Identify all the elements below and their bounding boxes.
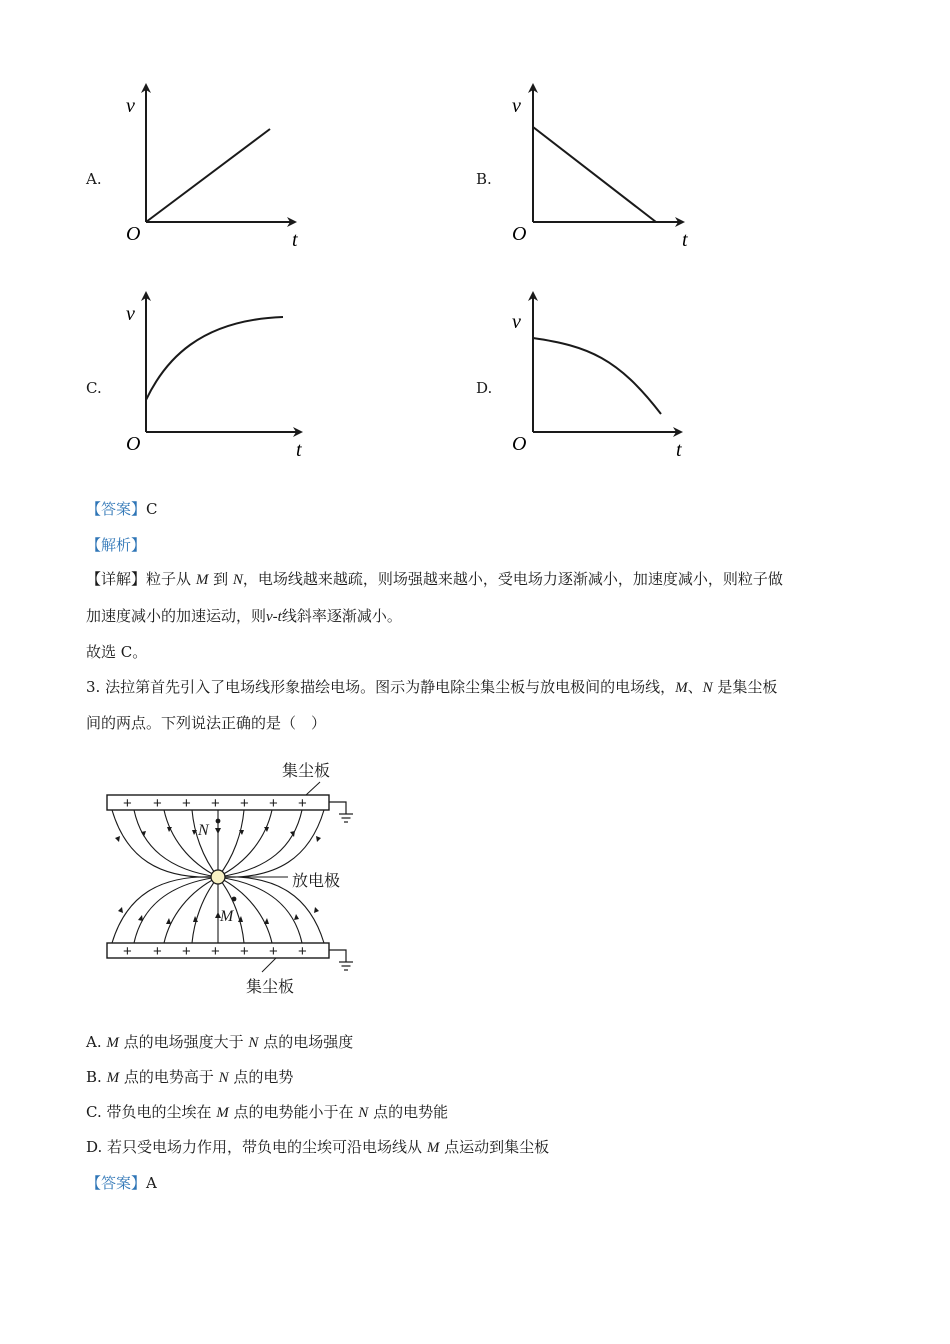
var-m: M [675,680,688,696]
q2-answer-line [86,499,158,519]
detail-tag: 【详解】 [86,570,147,588]
field-line [192,877,218,943]
v-axis-label: v [126,95,135,117]
point-m-dot [232,897,237,902]
vt-curve [146,317,283,400]
t-axis-label: t [292,229,298,251]
origin-label: O [126,433,141,455]
var-m: M [106,1070,120,1086]
q3-option-b [86,1067,293,1088]
option-text: 点的电场强度大于 [118,1033,249,1051]
bottom-plate-leader [262,958,276,972]
q3-option-c [86,1102,448,1123]
top-plate-leader [306,782,320,795]
field-line [134,877,218,943]
detail-text: 加速度减小的加速运动，则 [86,607,267,625]
field-line [164,877,218,943]
option-text: 点的电势能小于在 [228,1103,359,1121]
vt-curve [533,338,661,414]
option-d-graph [508,290,698,464]
q3-stem-line-2: 间的两点。下列说法正确的是（ ） [86,714,327,732]
t-axis-label: t [682,229,688,251]
q3-stem-line-1 [86,677,777,698]
option-c-graph [120,290,310,464]
plus-sign: + [182,795,191,812]
option-b-graph [508,82,698,256]
var-m: M [426,1140,440,1156]
var-n: N [218,1070,229,1086]
origin-label: O [512,223,527,245]
plus-sign: + [240,795,249,812]
option-text: A. [86,1033,107,1051]
q2-detail-line-1 [86,569,783,590]
v-axis-label: v [512,95,521,117]
ground-symbol-top [329,802,353,822]
plus-sign: + [269,795,278,812]
plus-sign: + [269,943,278,960]
var-vt: v-t [266,609,282,625]
plus-sign: + [298,795,307,812]
t-axis-label: t [296,439,302,460]
field-line [218,810,302,877]
ground-symbol-bottom [329,950,353,970]
detail-text: 线斜率逐渐减小。 [281,607,402,625]
point-m-label: M [220,908,234,925]
electrostatic-precipitator-figure [98,752,378,1006]
plus-sign: + [153,943,162,960]
bottom-plate-label: 集尘板 [246,977,295,996]
v-axis-label: v [512,311,521,333]
var-n: N [232,572,243,588]
option-text: B. [86,1068,107,1086]
analysis-tag: 【解析】 [86,536,147,554]
field-line [218,810,244,877]
plus-sign: + [153,795,162,812]
q2-detail-line-2 [86,606,402,627]
plus-sign: + [240,943,249,960]
t-axis-label: t [676,439,682,460]
stem-text: 是集尘板 [717,678,778,696]
origin-label: O [126,223,141,245]
answer-value: C [146,500,158,518]
v-axis-label: v [126,303,135,325]
top-plate-label: 集尘板 [282,761,331,780]
plus-sign: + [123,943,132,960]
option-text: D. 若只受电场力作用，带负电的尘埃可沿电场线从 [86,1138,427,1156]
answer-tag: 【答案】 [86,500,147,518]
plus-sign: + [211,943,220,960]
point-n-label: N [198,822,209,839]
field-line [164,810,218,877]
field-line [218,810,272,877]
detail-text: 粒子从 [146,570,192,588]
var-m: M [195,572,209,588]
option-text: 点的电势高于 [119,1068,219,1086]
point-n-dot [216,819,221,824]
option-text: 点运动到集尘板 [439,1138,550,1156]
option-b-label: B. [476,170,492,188]
q3-option-a [86,1032,353,1053]
option-a-label: A. [86,170,102,188]
option-text: 点的电势 [228,1068,294,1086]
var-m: M [106,1035,119,1051]
q3-answer-line [86,1173,157,1193]
q2-conclusion: 故选 C。 [86,643,148,661]
q3-option-d [86,1137,549,1158]
plus-sign: + [211,795,220,812]
option-a-graph [120,82,310,256]
detail-text: ，电场线越来越疏，则场强越来越小，受电场力逐渐减小，加速度减小，则粒子做 [242,570,783,588]
origin-label: O [512,433,527,455]
detail-text: 到 [213,570,229,588]
option-text: 点的电场强度 [258,1033,354,1051]
q2-analysis-line [86,535,146,555]
option-c-label: C. [86,379,102,397]
var-n: N [702,680,713,696]
option-text: C. 带负电的尘埃在 [86,1103,217,1121]
vt-curve [146,129,270,222]
electrode-label: 放电极 [292,871,341,890]
vt-curve [533,127,656,222]
var-n: N [248,1035,259,1051]
plus-sign: + [123,795,132,812]
option-d-label: D. [476,379,493,397]
stem-text: 、 [687,678,703,696]
plus-sign: + [298,943,307,960]
field-line [192,810,218,877]
stem-text: 3. 法拉第首先引入了电场线形象描绘电场。图示为静电除尘集尘板与放电极间的电场线， [86,678,676,696]
answer-tag: 【答案】 [86,1174,147,1192]
plus-sign: + [182,943,191,960]
var-n: N [358,1105,369,1121]
field-line [134,810,218,877]
discharge-electrode [211,870,225,884]
option-text: 点的电势能 [368,1103,449,1121]
var-m: M [216,1105,229,1121]
answer-value: A [146,1174,157,1192]
